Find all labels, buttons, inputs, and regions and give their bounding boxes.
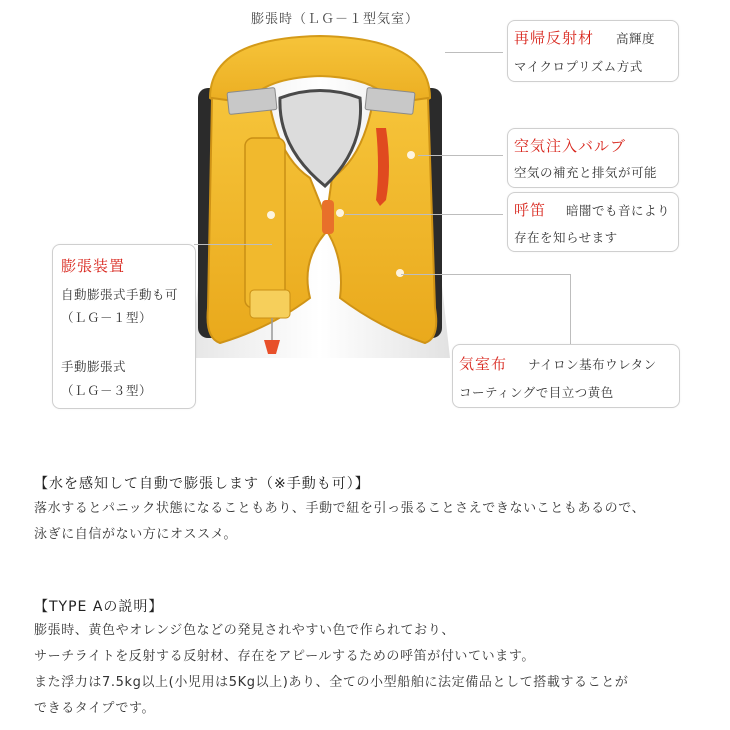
inflator-line1: 自動膨張式手動も可 xyxy=(61,287,179,302)
callout-inflator xyxy=(52,244,196,409)
whistle-title: 呼笛 xyxy=(514,201,547,219)
valve-title: 空気注入バルブ xyxy=(514,137,627,155)
reflector-line1: 高輝度 xyxy=(616,31,656,46)
valve-line1: 空気の補充と排気が可能 xyxy=(514,165,658,180)
whistle xyxy=(322,200,334,234)
reflector-patch-left xyxy=(227,88,277,115)
section2-body xyxy=(34,618,724,722)
whistle-line1: 暗闇でも音により xyxy=(566,203,671,218)
whistle-line2: 存在を知らせます xyxy=(514,230,618,245)
inflator-line2: （ＬＧ－１型） xyxy=(61,310,153,325)
section1-body xyxy=(34,496,724,548)
section2-line: また浮力は7.5kg以上(小児用は5Kg以上)あり、全ての小型船舶に法定備品として搭載することが xyxy=(34,675,629,690)
callout-valve xyxy=(507,128,679,188)
callout-whistle xyxy=(507,192,679,252)
figure-caption: 膨張時（ＬＧ－１型気室） xyxy=(250,12,419,27)
fabric-line1: ナイロン基布ウレタン xyxy=(528,357,657,372)
section1-line: 泳ぎに自信がない方にオススメ。 xyxy=(34,527,238,542)
fabric-title: 気室布 xyxy=(459,355,508,373)
inflator-line3: 手動膨張式 xyxy=(61,359,127,374)
inflator-line4: （ＬＧ－３型） xyxy=(61,383,153,398)
section1-heading: 【水を感知して自動で膨張します（※手動も可）】 xyxy=(34,476,370,492)
reflector-patch-right xyxy=(365,88,415,115)
section2-heading: 【TYPE Aの説明】 xyxy=(34,599,164,615)
inflator-housing xyxy=(245,138,285,308)
inflator-title: 膨張装置 xyxy=(61,257,126,275)
section2-line: できるタイプです。 xyxy=(34,701,156,716)
life-jacket-illustration xyxy=(150,28,490,358)
reflector-line2: マイクロプリズム方式 xyxy=(514,59,643,74)
inflator-label-patch xyxy=(250,290,290,318)
fabric-line2: コーティングで目立つ黄色 xyxy=(459,385,614,400)
section2-line: 膨張時、黄色やオレンジ色などの発見されやすい色で作られており、 xyxy=(34,623,455,638)
section1-line: 落水するとパニック状態になることもあり、手動で紐を引っ張ることさえできないこともあるので、 xyxy=(34,501,646,516)
callout-reflector xyxy=(507,20,679,82)
callout-fabric xyxy=(452,344,680,408)
section2-line: サーチライトを反射する反射材、存在をアピールするための呼笛が付いています。 xyxy=(34,649,535,664)
reflector-title: 再帰反射材 xyxy=(514,29,595,47)
